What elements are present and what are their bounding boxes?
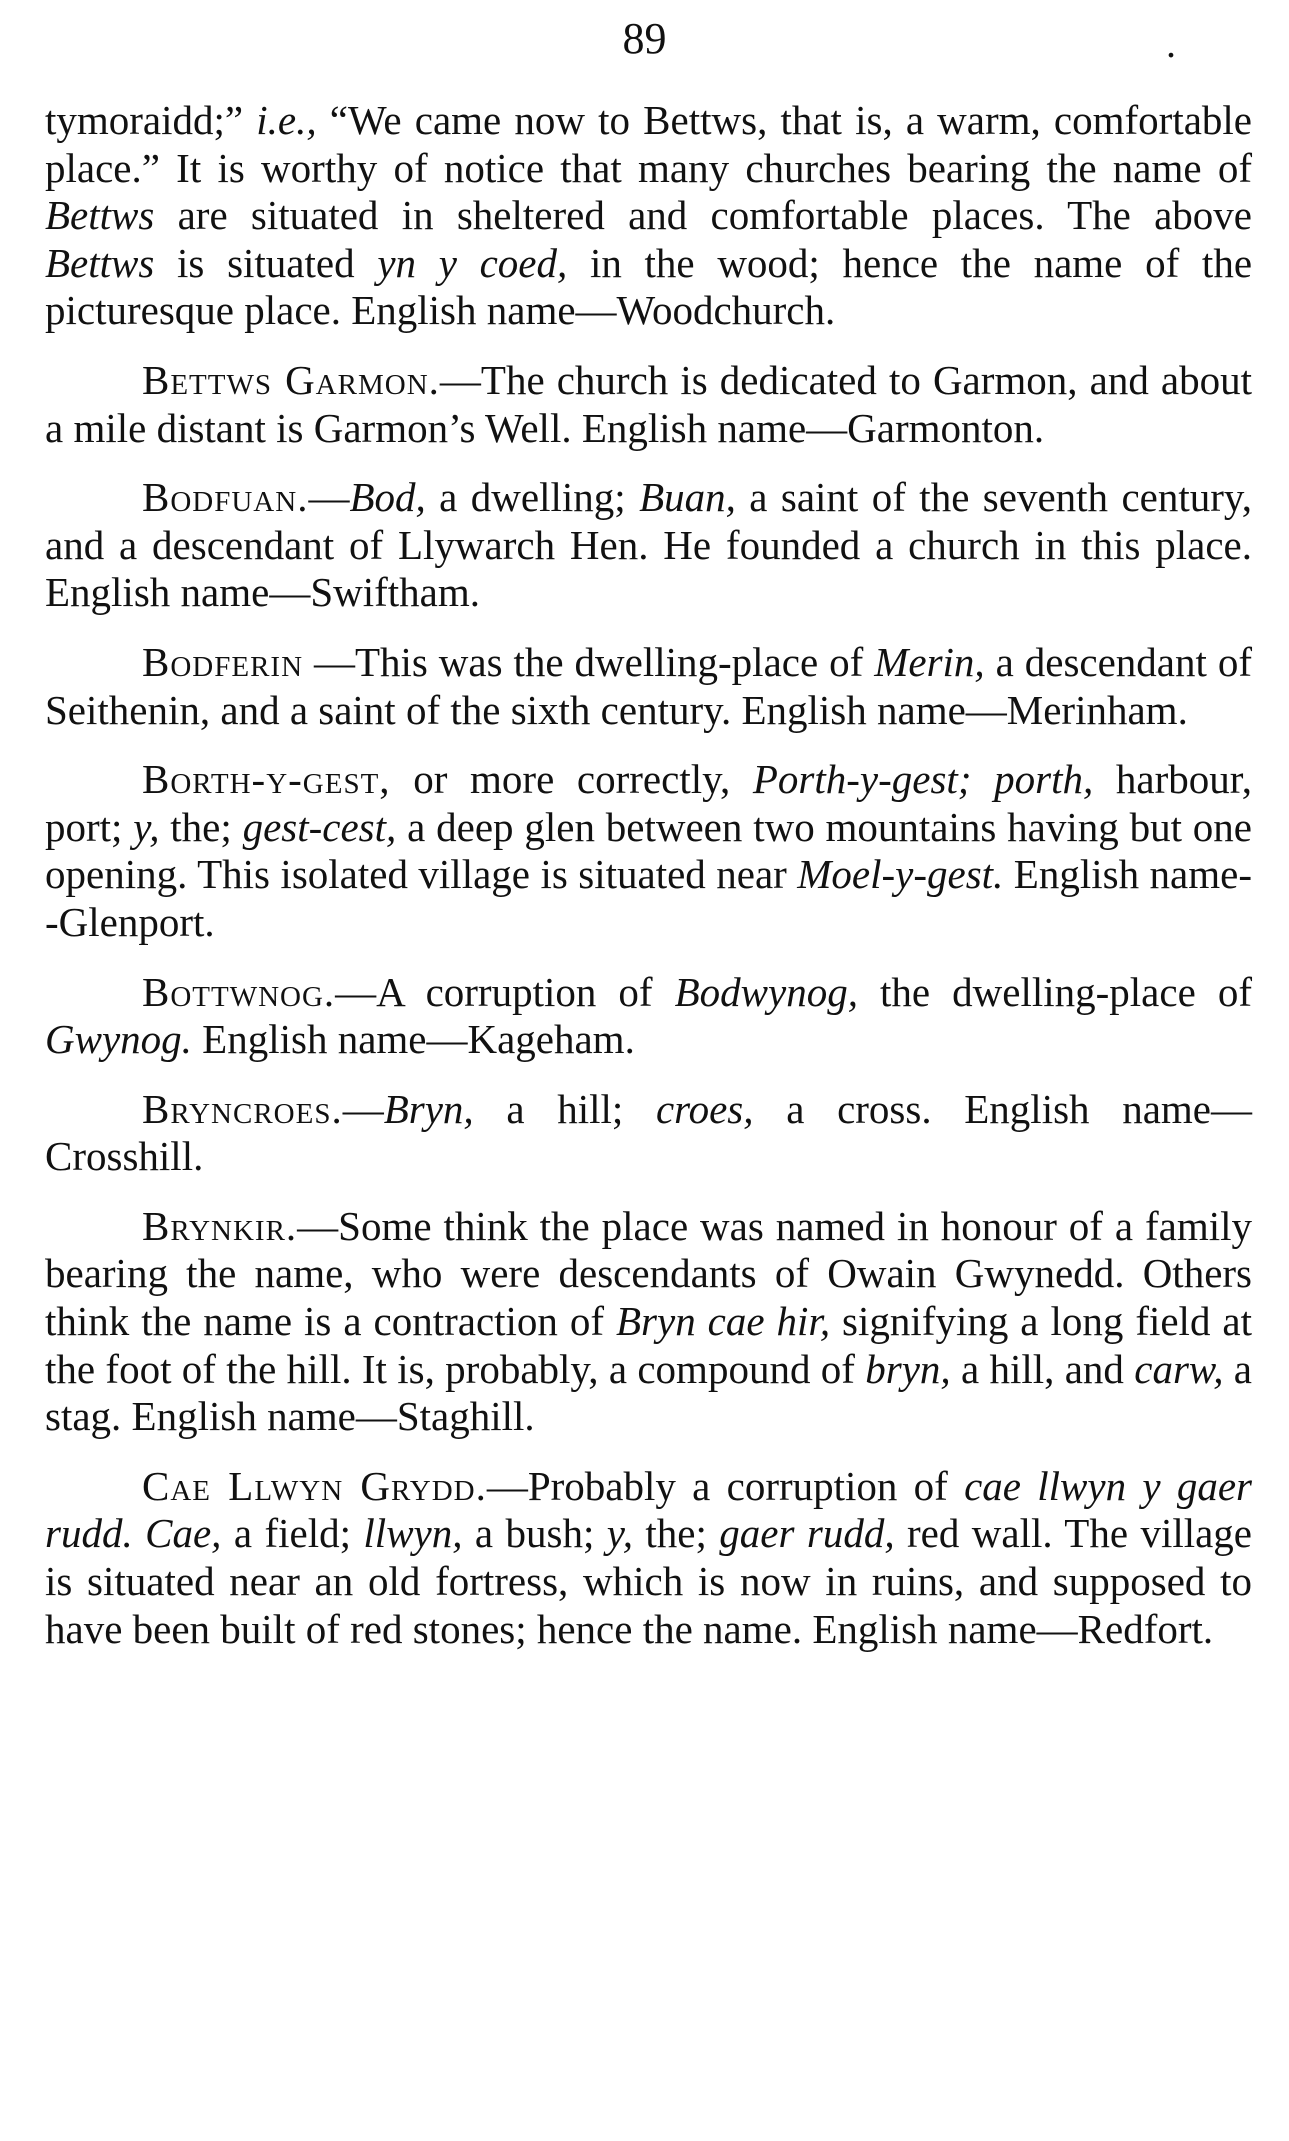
entry-headword: Borth-y-gest, bbox=[142, 756, 391, 803]
entry-headword: Bottwnog. bbox=[142, 968, 336, 1015]
italic-text: Bryn cae hir, bbox=[616, 1298, 831, 1345]
page-number: 89 bbox=[622, 14, 667, 63]
entry-headword: Bodfuan. bbox=[142, 474, 309, 521]
italic-text: Gwynog. bbox=[45, 1016, 192, 1063]
text: a cross. English name—Crosshill. bbox=[45, 1085, 1253, 1180]
text: a hill; bbox=[473, 1085, 656, 1132]
text: —The church is dedicated to Garmon, and about a mile distant is Garmon’s Well. English name—Garmonton. bbox=[45, 356, 1252, 451]
entry-headword: Bodferin bbox=[142, 638, 304, 685]
italic-text: Merin, bbox=[874, 638, 985, 685]
text: are situated in sheltered and comfortable places. The above bbox=[177, 192, 1252, 239]
text: the; bbox=[159, 803, 243, 850]
entry-bryncroes bbox=[45, 1086, 1252, 1181]
italic-text: cae llwyn y gaer rudd. Cae, bbox=[45, 1462, 1252, 1557]
text: the; bbox=[632, 1510, 720, 1557]
text: —This was the dwelling-place of bbox=[303, 638, 875, 685]
text: a descendant of Seithenin, and a saint of the sixth century. English name—Merinham. bbox=[45, 638, 1252, 733]
page-body bbox=[45, 97, 1252, 1675]
continuation-paragraph bbox=[45, 97, 1252, 335]
entry-headword: Bettws Garmon. bbox=[142, 356, 440, 403]
italic-text: llwyn, bbox=[363, 1510, 463, 1557]
text: or more correctly, bbox=[390, 756, 753, 803]
italic-text: Bodwynog, bbox=[674, 968, 858, 1015]
italic-text: y, bbox=[133, 803, 160, 850]
italic-text: i.e., bbox=[256, 97, 317, 143]
italic-text: Porth-y-gest; porth, bbox=[752, 756, 1094, 803]
text: a deep glen between two mountains having but one opening. This isolated village is situated near bbox=[45, 803, 1253, 898]
text: a dwelling; bbox=[425, 474, 640, 521]
entry-borth-y-gest bbox=[45, 756, 1252, 946]
entry-bettws-garmon bbox=[45, 357, 1252, 452]
text: tymoraidd;” bbox=[45, 97, 244, 143]
text: — bbox=[342, 1085, 384, 1132]
text: English name—Kageham. bbox=[191, 1016, 635, 1063]
text: the dwelling-place of bbox=[857, 968, 1252, 1015]
text: harbour, port; bbox=[45, 756, 1252, 850]
italic-text: y, bbox=[606, 1510, 633, 1557]
italic-text: Bod, bbox=[349, 474, 426, 521]
text: a field; bbox=[221, 1510, 364, 1557]
entry-bodferin bbox=[45, 639, 1252, 734]
text: is situated bbox=[177, 239, 355, 286]
text: — bbox=[308, 474, 350, 521]
text: English name- -Glenport. bbox=[45, 851, 1252, 945]
text: “We came now to Bettws, that is, a warm, comfortable place.” It is worthy of notice that many churches bearing the name of bbox=[45, 97, 1253, 191]
italic-text: gaer rudd, bbox=[719, 1510, 895, 1557]
text: a stag. English name—Staghill. bbox=[45, 1345, 1252, 1440]
italic-text: Bettws bbox=[45, 239, 155, 286]
entry-headword: Bryncroes. bbox=[142, 1085, 343, 1132]
italic-text: Moel-y-gest. bbox=[797, 851, 1004, 898]
text: —Probably a corruption of bbox=[486, 1462, 965, 1509]
text: a saint of the seventh century, and a descendant of Llywarch Hen. He founded a church in this place. English name—Swiftham. bbox=[45, 474, 1252, 616]
italic-text: carw, bbox=[1134, 1345, 1224, 1392]
entry-brynkir bbox=[45, 1203, 1252, 1441]
entry-bodfuan bbox=[45, 474, 1252, 617]
text: —Some think the place was named in honour of a family bearing the name, who were descendants of Owain Gwynedd. Others think the name is a contraction of bbox=[45, 1202, 1252, 1345]
text: signifying a long field at the foot of the hill. It is, probably, a compound of bbox=[45, 1298, 1252, 1392]
text: a hill, and bbox=[950, 1345, 1135, 1392]
entry-headword: Brynkir. bbox=[142, 1202, 298, 1249]
italic-text: croes, bbox=[655, 1085, 754, 1132]
italic-text: gest-cest, bbox=[242, 803, 397, 850]
entry-cae-llwyn-grydd bbox=[45, 1463, 1252, 1653]
entry-headword: Cae Llwyn Grydd. bbox=[142, 1462, 487, 1509]
text: a bush; bbox=[462, 1510, 607, 1557]
text: red wall. The village is situated near an old fortress, which is now in ruins, and supposed to have been built of red stones; hence the name. English name—Redfort. bbox=[45, 1510, 1253, 1652]
italic-text: Buan, bbox=[639, 474, 736, 521]
italic-text: Bryn, bbox=[383, 1085, 474, 1132]
italic-text: Bettws bbox=[45, 192, 155, 239]
entry-bottwnog bbox=[45, 969, 1252, 1064]
text: —A corruption of bbox=[335, 968, 675, 1015]
page-mark: . bbox=[1166, 21, 1176, 66]
italic-text: yn y coed, bbox=[377, 239, 568, 286]
italic-text: bryn, bbox=[865, 1345, 951, 1392]
text: in the wood; hence the name of the picturesque place. English name—Woodchurch. bbox=[45, 239, 1253, 334]
